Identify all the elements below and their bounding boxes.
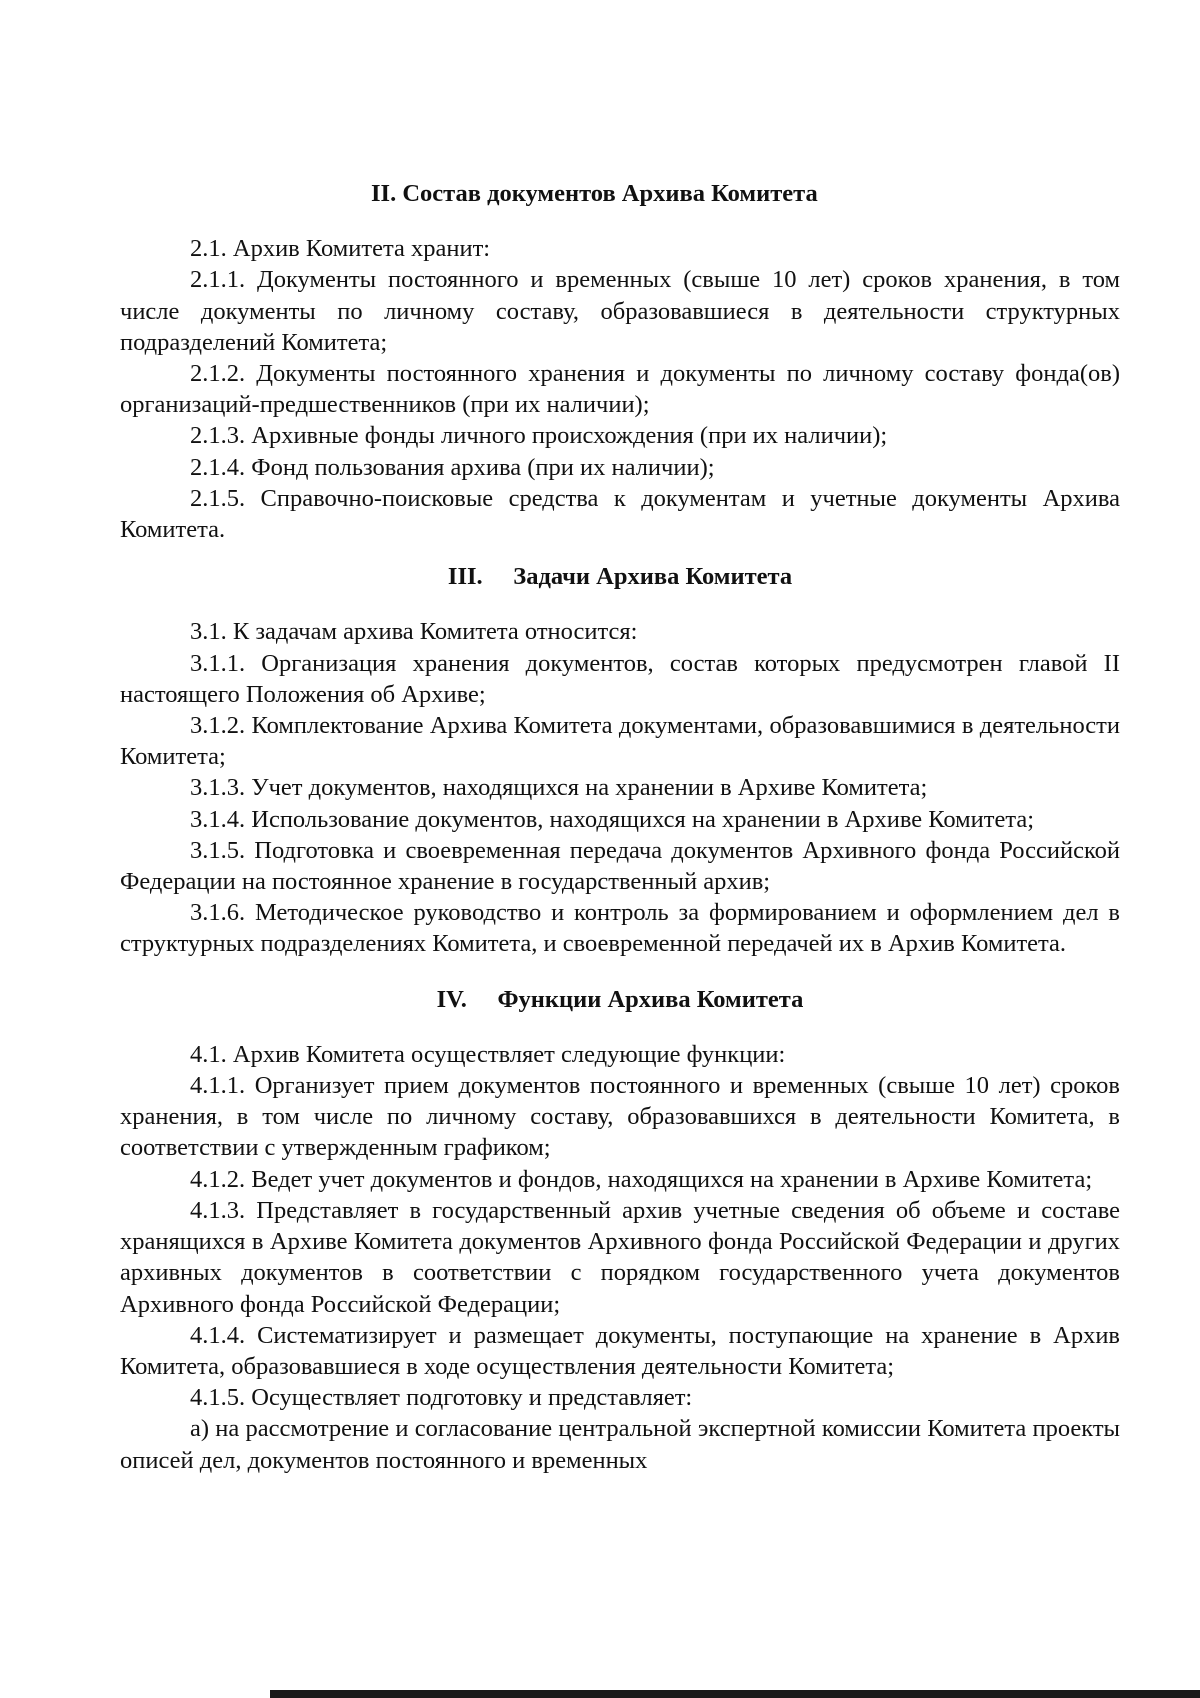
paragraph-3-1-2: 3.1.2. Комплектование Архива Комитета документами, образовавшимися в деятельности Комитета;: [120, 712, 1120, 771]
paragraph-4-1-2: 4.1.2. Ведет учет документов и фондов, находящихся на хранении в Архиве Комитета;: [190, 1165, 1093, 1193]
scan-edge-bar: [270, 1690, 1200, 1698]
paragraph-2-1-2: 2.1.2. Документы постоянного хранения и документы по личному составу фонда(ов) организаций-предшественников (при их наличии);: [120, 360, 1120, 419]
paragraph-3-1-3: 3.1.3. Учет документов, находящихся на хранении в Архиве Комитета;: [190, 774, 928, 802]
paragraph-2-1-4: 2.1.4. Фонд пользования архива (при их наличии);: [190, 453, 715, 481]
section-heading-3: III. Задачи Архива Комитета: [447, 563, 793, 591]
paragraph-3-1-5: 3.1.5. Подготовка и своевременная передача документов Архивного фонда Российской Федерации на постоянное хранение в государственный архив;: [120, 836, 1120, 896]
paragraph-2-1-3: 2.1.3. Архивные фонды личного происхождения (при их наличии);: [190, 422, 888, 450]
paragraph-3-1: 3.1. К задачам архива Комитета относится:: [190, 618, 638, 646]
section-heading-2: II. Состав документов Архива Комитета: [371, 180, 818, 207]
paragraph-2-1-1: 2.1.1. Документы постоянного и временных (свыше 10 лет) сроков хранения, в том числе документы по личному составу, образовавшиеся в деятельности структурных подразделений Комитета;: [120, 266, 1120, 356]
paragraph-2-1-5: 2.1.5. Справочно-поисковые средства к документам и учетные документы Архива Комитета.: [120, 484, 1120, 544]
paragraph-4-1-5: 4.1.5. Осуществляет подготовку и представляет:: [190, 1384, 693, 1412]
paragraph-3-1-4: 3.1.4. Использование документов, находящихся на хранении в Архиве Комитета;: [190, 805, 1035, 833]
section-heading-4: IV. Функции Архива Комитета: [436, 985, 804, 1013]
document-page: [120, 178, 1120, 1476]
paragraph-3-1-6: 3.1.6. Методическое руководство и контроль за формированием и оформлением дел в структурных подразделениях Комитета, и своевременной передачей их в Архив Комитета.: [120, 899, 1120, 958]
paragraph-4-1-5-a: а) на рассмотрение и согласование центральной экспертной комиссии Комитета проекты описей дел, документов постоянного и временных: [120, 1415, 1120, 1474]
paragraph-3-1-1: 3.1.1. Организация хранения документов, состав которых предусмотрен главой II настоящего Положения об Архиве;: [120, 649, 1120, 708]
paragraph-2-1: 2.1. Архив Комитета хранит:: [190, 235, 491, 263]
paragraph-4-1-4: 4.1.4. Систематизирует и размещает документы, поступающие на хранение в Архив Комитета, образовавшиеся в ходе осуществления деятельности Комитета;: [120, 1321, 1120, 1380]
paragraph-4-1: 4.1. Архив Комитета осуществляет следующие функции:: [190, 1040, 786, 1068]
paragraph-4-1-1: 4.1.1. Организует прием документов постоянного и временных (свыше 10 лет) сроков хранения, в том числе по личному составу, образовавшихся в деятельности Комитета, в соответствии с утвержденным графиком;: [120, 1072, 1120, 1162]
paragraph-4-1-3: 4.1.3. Представляет в государственный архив учетные сведения об объеме и составе хранящихся в Архиве Комитета документов Архивного фонда Российской Федерации и других архивных документов в соответствии с порядком государственного учета документов Архивного фонда Российской Федерации;: [120, 1196, 1120, 1318]
